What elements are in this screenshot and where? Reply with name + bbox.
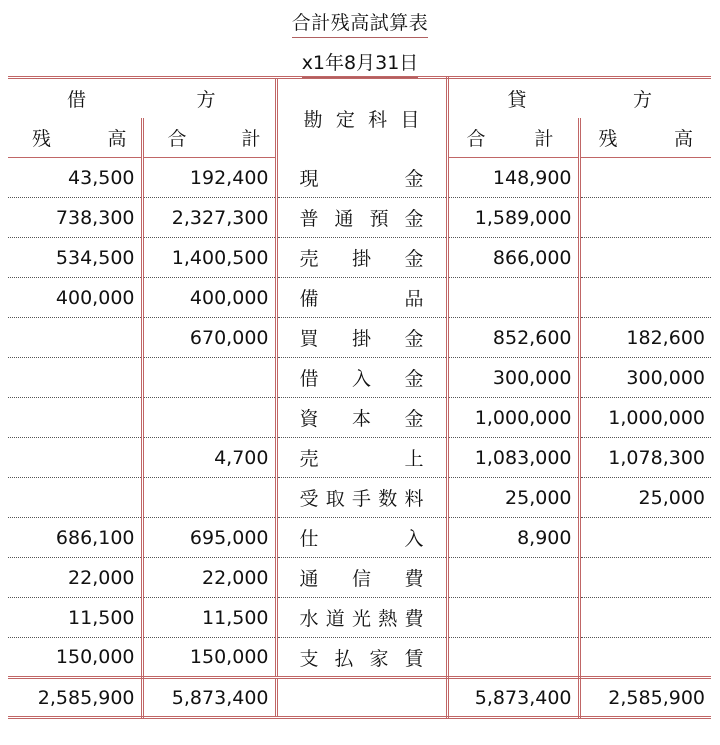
debit-total-cell: 150,000 [142,638,276,678]
credit-balance-cell: 25,000 [579,478,711,518]
trial-balance-table [8,76,711,719]
table-row [8,318,711,358]
credit-balance-cell: 182,600 [579,318,711,358]
account-char: 受 [299,488,319,510]
account-char: 普 [299,208,319,230]
debit-balance-cell: 686,100 [8,518,142,558]
debit-total-cell: 192,400 [142,158,276,198]
account-char: 支 [299,647,319,670]
debit-total-cell [142,398,276,438]
account-name-cell [276,198,447,238]
account-char: 通 [334,208,354,230]
account-char: 料 [404,488,424,510]
debit-balance-total: 2,585,900 [8,678,142,718]
credit-total-cell: 300,000 [447,358,579,398]
table-row [8,518,711,558]
account-char: 信 [351,568,371,590]
debit-balance-cell [8,478,142,518]
debit-total-char-1: 合 [167,127,187,150]
credit-balance-cell [579,198,711,238]
debit-total-cell: 695,000 [142,518,276,558]
account-header-char-2: 定 [335,108,355,131]
table-row [8,438,711,478]
account-char: 掛 [351,248,371,270]
table-row [8,478,711,518]
statement-date [0,48,720,78]
debit-balance-cell: 534,500 [8,238,142,278]
debit-balance-char-1: 残 [32,127,52,150]
credit-balance-cell: 300,000 [579,358,711,398]
account-name-cell [276,398,447,438]
account-name-cell [276,318,447,358]
account-char: 光 [351,608,371,630]
account-char: 品 [404,288,424,310]
credit-balance-cell [579,238,711,278]
account-char: 数 [378,488,398,510]
debit-balance-cell: 738,300 [8,198,142,238]
account-char: 払 [334,647,354,670]
credit-total-cell: 1,083,000 [447,438,579,478]
credit-total-cell: 866,000 [447,238,579,278]
credit-balance-cell [579,278,711,318]
credit-header [447,78,711,118]
debit-total-cell: 670,000 [142,318,276,358]
credit-total-cell: 1,000,000 [447,398,579,438]
account-name-cell [276,638,447,678]
account-char: 金 [404,248,424,270]
account-char: 借 [299,368,319,390]
account-name-cell [276,158,447,198]
debit-total-cell: 22,000 [142,558,276,598]
debit-balance-cell [8,438,142,478]
credit-total-char-2: 計 [534,127,554,150]
credit-total-header [447,118,579,158]
debit-total-cell [142,478,276,518]
debit-balance-cell [8,358,142,398]
account-char: 取 [325,488,345,510]
account-header-char-4: 目 [400,108,420,131]
credit-total-cell: 8,900 [447,518,579,558]
debit-header-char-1: 借 [67,88,87,111]
account-char: 道 [325,608,345,630]
account-name-cell [276,478,447,518]
account-name-cell [276,558,447,598]
table-row [8,238,711,278]
account-char: 賃 [404,647,424,670]
account-char: 費 [404,568,424,590]
credit-total-char-1: 合 [466,127,486,150]
account-char: 費 [404,608,424,630]
credit-balance-char-2: 高 [673,127,693,150]
totals-row [8,678,711,718]
page-title [0,8,720,38]
account-char: 家 [369,647,389,670]
credit-total-cell: 1,589,000 [447,198,579,238]
account-name-cell [276,278,447,318]
credit-total-cell: 852,600 [447,318,579,358]
account-total-cell [276,678,447,718]
table-row [8,558,711,598]
debit-balance-cell: 150,000 [8,638,142,678]
credit-balance-cell [579,638,711,678]
debit-balance-cell: 22,000 [8,558,142,598]
account-char: 手 [351,488,371,510]
debit-total-cell: 400,000 [142,278,276,318]
account-char: 現 [299,167,319,190]
credit-balance-cell: 1,078,300 [579,438,711,478]
account-char: 預 [369,208,389,230]
account-char: 売 [299,248,319,270]
account-char: 通 [299,568,319,590]
debit-balance-cell [8,398,142,438]
account-char: 本 [351,408,371,430]
debit-total-cell: 4,700 [142,438,276,478]
table-row [8,638,711,678]
table-row [8,198,711,238]
debit-total-cell: 1,400,500 [142,238,276,278]
credit-balance-cell [579,558,711,598]
account-char: 上 [404,448,424,470]
debit-balance-char-2: 高 [107,127,127,150]
date-text: x1年8月31日 [302,48,419,78]
credit-header-char-2: 方 [632,88,652,111]
account-name-cell [276,598,447,638]
credit-total-total: 5,873,400 [447,678,579,718]
credit-total-cell [447,558,579,598]
debit-total-header [142,118,276,158]
account-char: 金 [404,328,424,350]
account-char: 備 [299,288,319,310]
account-char: 金 [404,208,424,230]
credit-balance-char-1: 残 [598,127,618,150]
account-char: 入 [351,368,371,390]
debit-total-total: 5,873,400 [142,678,276,718]
account-char: 仕 [299,528,319,550]
account-char: 金 [404,167,424,190]
debit-balance-cell [8,318,142,358]
credit-balance-cell [579,598,711,638]
table-row [8,278,711,318]
table-row [8,398,711,438]
account-char: 買 [299,328,319,350]
account-name-cell [276,438,447,478]
credit-total-cell [447,278,579,318]
title-text: 合計残高試算表 [292,8,429,38]
account-name-cell [276,518,447,558]
credit-header-char-1: 貸 [507,88,527,111]
account-header-char-3: 科 [368,108,388,131]
credit-total-cell [447,638,579,678]
debit-header [8,78,276,118]
credit-total-cell [447,598,579,638]
debit-total-cell: 11,500 [142,598,276,638]
credit-balance-cell [579,518,711,558]
debit-total-cell: 2,327,300 [142,198,276,238]
debit-balance-header [8,118,142,158]
credit-balance-total: 2,585,900 [579,678,711,718]
account-header-char-1: 勘 [303,108,323,131]
debit-header-char-2: 方 [196,88,216,111]
table-row [8,158,711,198]
account-char: 熱 [378,608,398,630]
header-row-1 [8,78,711,118]
account-name-cell [276,238,447,278]
credit-total-cell: 25,000 [447,478,579,518]
account-char: 掛 [351,328,371,350]
debit-total-cell [142,358,276,398]
credit-balance-cell [579,158,711,198]
account-header [276,78,447,158]
account-char: 金 [404,408,424,430]
debit-total-char-2: 計 [241,127,261,150]
debit-balance-cell: 11,500 [8,598,142,638]
table-row [8,598,711,638]
credit-balance-cell: 1,000,000 [579,398,711,438]
account-char: 売 [299,448,319,470]
account-char: 水 [299,608,319,630]
debit-balance-cell: 400,000 [8,278,142,318]
account-char: 入 [404,528,424,550]
account-char: 金 [404,368,424,390]
account-char: 資 [299,408,319,430]
credit-balance-header [579,118,711,158]
debit-balance-cell: 43,500 [8,158,142,198]
credit-total-cell: 148,900 [447,158,579,198]
table-row [8,358,711,398]
account-name-cell [276,358,447,398]
